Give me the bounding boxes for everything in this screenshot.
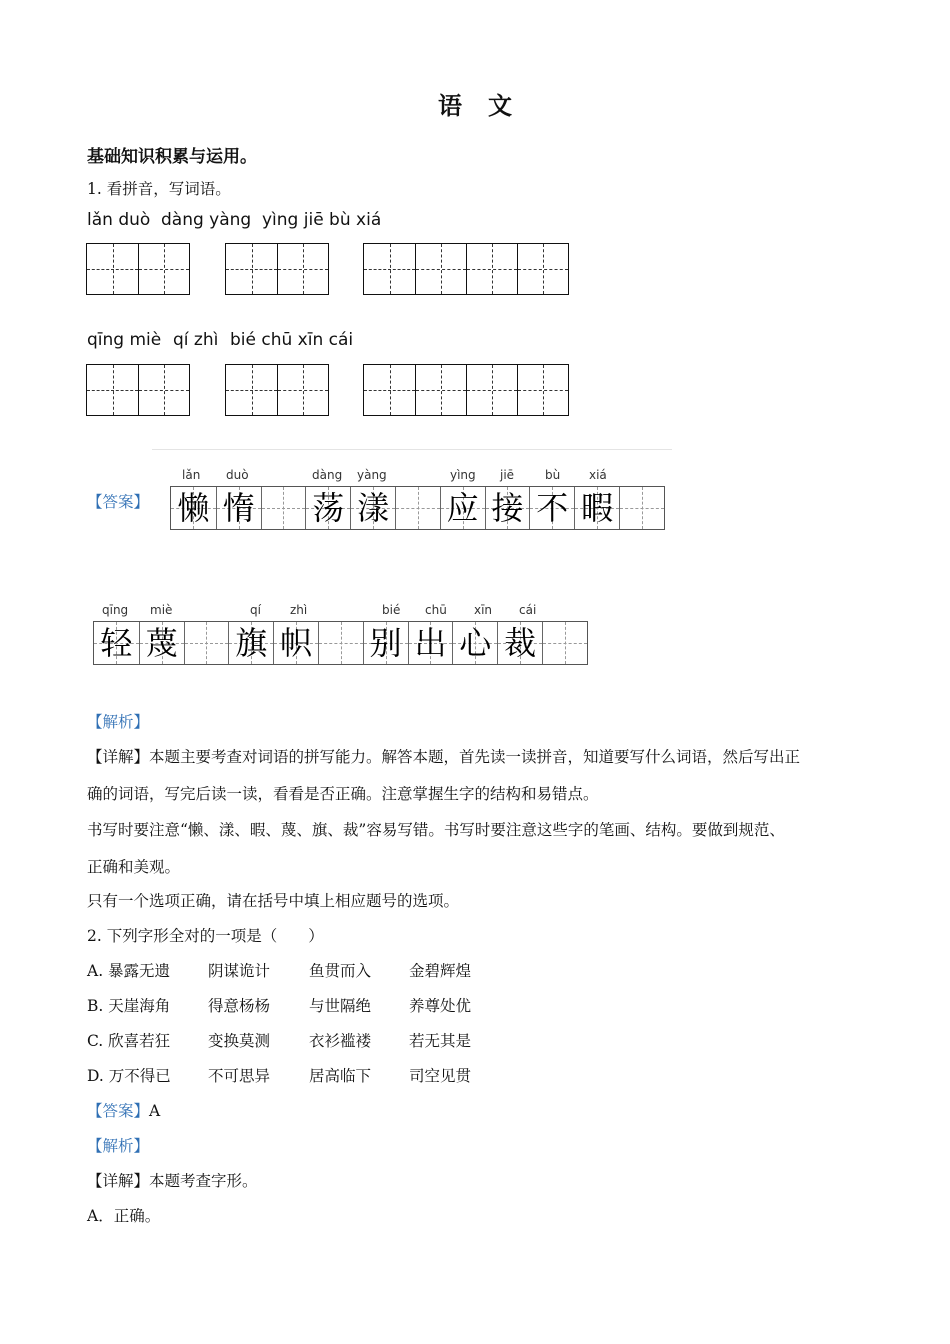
answer-pinyin: qīng bbox=[102, 603, 129, 617]
answer-pinyin: xiá bbox=[589, 468, 607, 482]
answer-char: 蔑 bbox=[145, 624, 178, 662]
answer-pinyin: qí bbox=[250, 603, 261, 617]
answer-char: 应 bbox=[446, 489, 479, 527]
pinyin-biechuxincai: bié chū xīn cái bbox=[230, 330, 354, 350]
analysis-label: 【解析】 bbox=[87, 1137, 150, 1155]
writing-grid[interactable] bbox=[86, 364, 190, 416]
answer-char: 轻 bbox=[100, 624, 133, 662]
pinyin-lanmduo: lǎn duò bbox=[87, 210, 151, 230]
detail-text: 确的词语，写完后读一读，看看是否正确。注意掌握生字的结构和易错点。 bbox=[87, 785, 599, 803]
detail-text: 【详解】本题主要考查对词语的拼写能力。解答本题，首先读一读拼音，知道要写什么词语，然后写出正 bbox=[87, 748, 801, 766]
option-a-label: A. 暴露无遗 bbox=[87, 962, 171, 980]
answer-label: 【答案】 bbox=[87, 1102, 150, 1120]
answer-pinyin: yìng bbox=[450, 468, 476, 482]
answer-grid-row-1 bbox=[170, 486, 665, 530]
option-b-word: 与世隔绝 bbox=[309, 997, 372, 1015]
answer-pinyin: cái bbox=[519, 603, 537, 617]
answer-char: 懒 bbox=[177, 489, 210, 527]
answer-char: 漾 bbox=[357, 489, 390, 527]
detail-text: 【详解】本题考查字形。 bbox=[87, 1172, 258, 1190]
answer-char: 别 bbox=[369, 624, 402, 662]
pinyin-qizhi: qí zhì bbox=[173, 330, 219, 350]
answer-char: 接 bbox=[491, 489, 524, 527]
detail-text: 正确和美观。 bbox=[87, 858, 181, 876]
analysis-label: 【解析】 bbox=[87, 713, 150, 731]
instruction-text: 只有一个选项正确，请在括号中填上相应题号的选项。 bbox=[87, 892, 460, 910]
answer-char: 裁 bbox=[504, 624, 537, 662]
answer-char: 旗 bbox=[235, 624, 268, 662]
pinyin-qingmie: qīng miè bbox=[87, 330, 162, 350]
answer-pinyin: miè bbox=[150, 603, 173, 617]
answer-char: 出 bbox=[414, 624, 447, 662]
answer-pinyin: chū bbox=[425, 603, 447, 617]
option-d-word: 居高临下 bbox=[309, 1067, 372, 1085]
answer-char: 帜 bbox=[280, 624, 313, 662]
answer-grid-row-2 bbox=[93, 621, 588, 665]
answer-pinyin: bù bbox=[545, 468, 561, 482]
answer-pinyin: yàng bbox=[357, 468, 387, 482]
option-d-label: D. 万不得已 bbox=[87, 1067, 171, 1085]
option-d-word: 不可思异 bbox=[208, 1067, 271, 1085]
answer-pinyin: duò bbox=[226, 468, 249, 482]
answer-value: A bbox=[149, 1102, 161, 1120]
question-2-stem: 2. 下列字形全对的一项是（ ） bbox=[87, 927, 324, 945]
writing-grid[interactable] bbox=[363, 243, 569, 295]
option-c-word: 若无其是 bbox=[409, 1032, 472, 1050]
answer-pinyin: dàng bbox=[312, 468, 343, 482]
option-a-word: 鱼贯而入 bbox=[309, 962, 372, 980]
answer-label: 【答案】 bbox=[87, 493, 150, 511]
answer-pinyin: lǎn bbox=[182, 468, 201, 482]
answer-pinyin: jiē bbox=[500, 468, 515, 482]
answer-char: 心 bbox=[459, 624, 492, 662]
answer-char: 惰 bbox=[222, 489, 255, 527]
page-title: 语文 bbox=[438, 91, 538, 120]
q2-answer bbox=[87, 1099, 160, 1121]
pinyin-dangyang: dàng yàng bbox=[161, 210, 252, 230]
answer-char: 荡 bbox=[312, 489, 345, 527]
answer-pinyin: zhì bbox=[290, 603, 308, 617]
writing-grid[interactable] bbox=[225, 364, 329, 416]
option-c-word: 衣衫褴褛 bbox=[309, 1032, 372, 1050]
option-b-word: 得意杨杨 bbox=[208, 997, 271, 1015]
writing-grid[interactable] bbox=[86, 243, 190, 295]
option-a-word: 金碧辉煌 bbox=[409, 962, 472, 980]
writing-grid[interactable] bbox=[363, 364, 569, 416]
option-b-label: B. 天崖海角 bbox=[87, 997, 171, 1015]
option-c-word: 变换莫测 bbox=[208, 1032, 271, 1050]
answer-char: 不 bbox=[536, 489, 569, 527]
detail-text: 书写时要注意“懒、漾、暇、蔑、旗、裁”容易写错。书写时要注意这些字的笔画、结构。要做到规范、 bbox=[87, 821, 785, 839]
writing-grid[interactable] bbox=[225, 243, 329, 295]
question-1-stem: 1. 看拼音，写词语。 bbox=[87, 180, 231, 198]
option-b-word: 养尊处优 bbox=[409, 997, 472, 1015]
pinyin-yingjiebuxia: yìng jiē bù xiá bbox=[262, 210, 382, 230]
answer-char: 暇 bbox=[581, 489, 614, 527]
answer-pinyin: xīn bbox=[474, 603, 493, 617]
point-a-text: A．正确。 bbox=[87, 1207, 161, 1225]
option-c-label: C. 欣喜若狂 bbox=[87, 1032, 171, 1050]
answer-pinyin: bié bbox=[382, 603, 401, 617]
option-d-word: 司空见贯 bbox=[409, 1067, 472, 1085]
section-heading: 基础知识积累与运用。 bbox=[87, 147, 257, 167]
option-a-word: 阴谋诡计 bbox=[208, 962, 271, 980]
